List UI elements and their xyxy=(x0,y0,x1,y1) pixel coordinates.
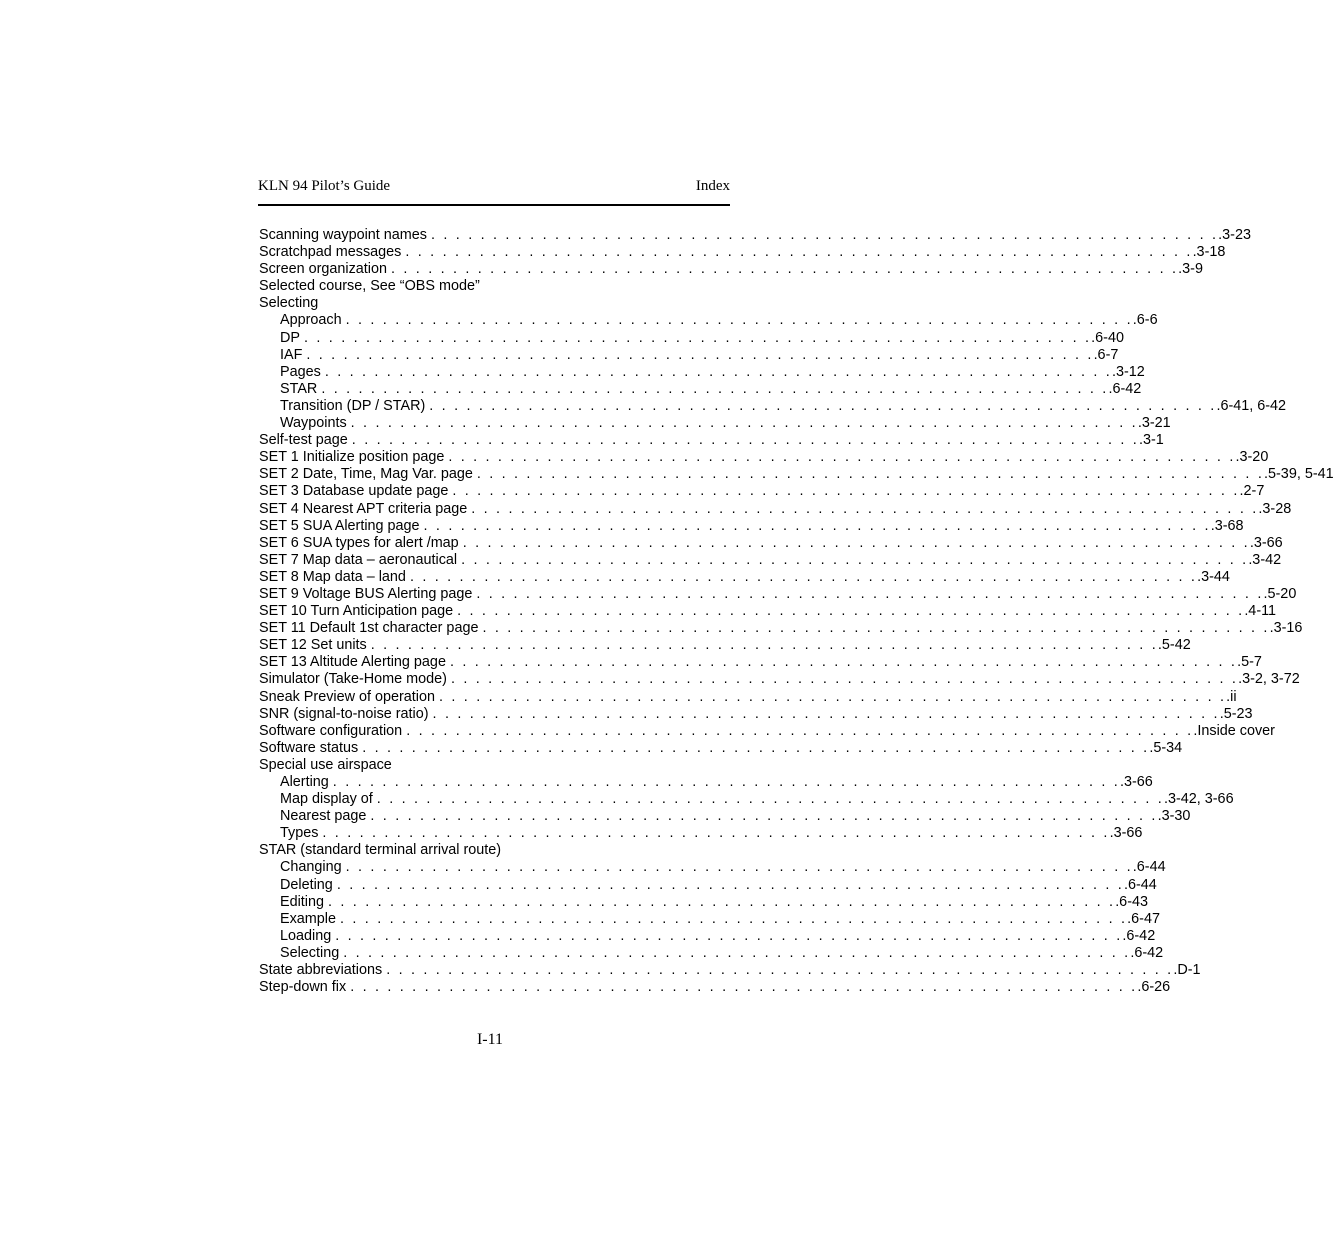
index-page-ref: .6-43 xyxy=(1115,893,1148,910)
index-page-ref: .3-42, 3-66 xyxy=(1163,791,1234,808)
index-entry xyxy=(259,432,1164,449)
index-subentry xyxy=(259,893,1148,911)
dot-leader: . . . . . . . . . . . . . . . . . . . . . . . . . . . . . . . . . . . . . . . . . . . . . . . . . . . . . . . . . . . . . . . . xyxy=(304,329,1092,346)
index-page-ref: .5-39, 5-41 xyxy=(1264,466,1334,483)
index-subentry xyxy=(259,329,1124,347)
index-entry xyxy=(259,261,1203,278)
index-subentry xyxy=(259,363,1145,381)
index-term: Sneak Preview of operation xyxy=(259,688,435,705)
index-page-ref: .6-47 xyxy=(1127,910,1160,927)
index-term: Editing xyxy=(280,893,325,910)
dot-leader: . . . . . . . . . . . . . . . . . . . . . . . . . . . . . . . . . . . . . . . . . . . . . . . . . . . . . . . . . . . . . . . . xyxy=(482,620,1270,637)
index-page-ref: .3-23 xyxy=(1218,227,1251,243)
dot-leader: . . . . . . . . . . . . . . . . . . . . . . . . . . . . . . . . . . . . . . . . . . . . . . . . . . . . . . . . . . . . . . . . xyxy=(350,415,1138,432)
index-term: SET 13 Altitude Alerting page xyxy=(259,654,446,671)
dot-leader: . . . . . . . . . . . . . . . . . . . . . . . . . . . . . . . . . . . . . . . . . . . . . . . . . . . . . . . . . . . . . . . . xyxy=(405,244,1193,261)
dot-leader: . . . . . . . . . . . . . . . . . . . . . . . . . . . . . . . . . . . . . . . . . . . . . . . . . . . . . . . . . . . . . . . . xyxy=(476,466,1265,483)
dot-leader: . . . . . . . . . . . . . . . . . . . . . . . . . . . . . . . . . . . . . . . . . . . . . . . . . . . . . . . . . . . . . . . . xyxy=(345,312,1133,329)
index-entry xyxy=(259,842,722,859)
index-term: SET 5 SUA Alerting page xyxy=(259,517,420,534)
index-entry xyxy=(259,620,1303,637)
index-page-ref: .6-44 xyxy=(1132,859,1166,876)
index-page-ref: .6-40 xyxy=(1091,329,1124,346)
dot-leader: . . . . . . . . . . . . . . . . . . . . . . . . . . . . . . . . . . . . . . . . . . . . . . . . . . . . . . . . . . . . . . . . xyxy=(448,449,1236,466)
dot-leader: . . . . . . . . . . . . . . . . . . . . . . . . . . . . . . . . . . . . . . . . . . . . . . . . . . . . . . . . . . . . . . . . xyxy=(324,363,1112,380)
index-page-ref: .3-66 xyxy=(1119,774,1153,790)
index-term: SET 11 Default 1st character page xyxy=(259,620,479,637)
index-entry xyxy=(259,979,1171,996)
index-subentry xyxy=(259,825,1143,842)
index-entry xyxy=(259,568,1230,586)
index-term: Simulator (Take-Home mode) xyxy=(259,671,447,688)
index-term: Special use airspace xyxy=(259,756,392,773)
index-term: Deleting xyxy=(280,876,333,893)
index-term: State abbreviations xyxy=(259,962,383,979)
index-entry xyxy=(259,637,1191,654)
index-entry xyxy=(259,722,1275,740)
dot-leader: . . . . . . . . . . . . . . . . . . . . . . . . . . . . . . . . . . . . . . . . . . . . . . . . . . . . . . . . . . . . . . . . xyxy=(332,774,1120,790)
index-page-ref: .3-18 xyxy=(1192,244,1226,261)
dot-leader: . . . . . . . . . . . . . . . . . . . . . . . . . . . . . . . . . . . . . . . . . . . . . . . . . . . . . . . . . . . . . . . . xyxy=(343,944,1131,961)
index-subentry xyxy=(259,346,1119,364)
dot-leader: . . . . . . . . . . . . . . . . . . . . . . . . . . . . . . . . . . . . . . . . . . . . . . . . . . . . . . . . . . . . . . . . xyxy=(462,534,1250,551)
index-page-ref: .3-1 xyxy=(1138,432,1164,449)
index-entry xyxy=(259,671,1300,688)
index-entry xyxy=(259,705,1253,723)
index-page-ref: .5-34 xyxy=(1149,739,1183,756)
dot-leader: . . . . . . . . . . . . . . . . . . . . . . . . . . . . . . . . . . . . . . . . . . . . . . . . . . . . . . . . . . . . . . . . xyxy=(409,568,1198,585)
dot-leader: . . . . . . . . . . . . . . . . . . . . . . . . . . . . . . . . . . . . . . . . . . . . . . . . . . . . . . . . . . . . . . . . xyxy=(321,380,1109,397)
index-term: Map display of xyxy=(280,791,373,808)
index-page-ref: .5-42 xyxy=(1157,637,1191,654)
index-page-ref: .3-66 xyxy=(1109,825,1143,842)
index-subentry xyxy=(259,876,1157,894)
index-term: Changing xyxy=(280,859,342,876)
index-term: SET 6 SUA types for alert /map xyxy=(259,534,459,551)
dot-leader: . . . . . . . . . . . . . . . . . . . . . . . . . . . . . . . . . . . . . . . . . . . . . . . . . . . . . . . . . . . . . . . . xyxy=(328,893,1116,910)
index-term: Software status xyxy=(259,739,359,756)
index-entry xyxy=(259,500,1292,518)
index-entry xyxy=(259,603,1277,620)
index-page-ref: .3-16 xyxy=(1269,620,1303,637)
index-entry xyxy=(259,244,1226,261)
index-page-ref: .3-12 xyxy=(1111,363,1145,380)
dot-leader: . . . . . . . . . . . . . . . . . . . . . . . . . . . . . . . . . . . . . . . . . . . . . . . . . . . . . . . . . . . . . . . . xyxy=(322,825,1110,842)
dot-leader: . . . . . . . . . . . . . . . . . . . . . . . . . . . . . . . . . . . . . . . . . . . . . . . . . . . . . . . . . . . . . . . . xyxy=(406,722,1194,739)
index-term: SET 4 Nearest APT criteria page xyxy=(259,500,468,517)
index-page-ref: .3-20 xyxy=(1235,449,1269,466)
index-term: DP xyxy=(280,329,300,346)
index-page-ref: .3-9 xyxy=(1178,261,1203,278)
index-page-ref: .3-68 xyxy=(1210,517,1244,534)
index-page-ref: .6-44 xyxy=(1123,876,1157,893)
dot-leader: . . . . . . . . . . . . . . . . . . . . . . . . . . . . . . . . . . . . . . . . . . . . . . . . . . . . . . . . . . . . . . . . xyxy=(386,962,1174,979)
index-term: Selected course, See “OBS mode” xyxy=(259,278,480,295)
dot-leader: . . . . . . . . . . . . . . . . . . . . . . . . . . . . . . . . . . . . . . . . . . . . . . . . . . . . . . . . . . . . . . . . xyxy=(439,688,1227,705)
index-page-ref: .6-41, 6-42 xyxy=(1216,397,1287,414)
dot-leader: . . . . . . . . . . . . . . . . . . . . . . . . . . . . . . . . . . . . . . . . . . . . . . . . . . . . . . . . . . . . . . . . xyxy=(423,517,1211,534)
index-term: Types xyxy=(280,825,319,842)
index-page-ref: .4-11 xyxy=(1244,603,1277,620)
index-page-ref: .3-2, 3-72 xyxy=(1238,671,1300,688)
header-section-title: Index xyxy=(695,178,730,194)
index-term: IAF xyxy=(280,346,303,363)
index-subentry xyxy=(259,397,1287,415)
index-term: Software configuration xyxy=(259,722,403,739)
dot-leader: . . . . . . . . . . . . . . . . . . . . . . . . . . . . . . . . . . . . . . . . . . . . . . . . . . . . . . . . . . . . . . . . xyxy=(335,927,1123,944)
index-entry xyxy=(259,585,1297,603)
index-term: Waypoints xyxy=(280,415,347,432)
index-entry xyxy=(259,962,1201,979)
index-term: SET 7 Map data – aeronautical xyxy=(259,551,458,568)
dot-leader: . . . . . . . . . . . . . . . . . . . . . . . . . . . . . . . . . . . . . . . . . . . . . . . . . . . . . . . . . . . . . . . . xyxy=(391,261,1179,278)
index-term: Selecting xyxy=(259,295,319,312)
index-page-ref: .5-20 xyxy=(1263,585,1297,602)
index-term: Selecting xyxy=(280,944,340,961)
index-subentry xyxy=(259,774,1153,791)
index-page-ref: .3-44 xyxy=(1197,568,1230,585)
dot-leader: . . . . . . . . . . . . . . . . . . . . . . . . . . . . . . . . . . . . . . . . . . . . . . . . . . . . . . . . . . . . . . . . xyxy=(429,397,1217,414)
index-term: Scanning waypoint names xyxy=(259,227,427,243)
dot-leader: . . . . . . . . . . . . . . . . . . . . . . . . . . . . . . . . . . . . . . . . . . . . . . . . . . . . . . . . . . . . . . . . xyxy=(471,500,1259,517)
index-entry xyxy=(259,227,1251,244)
index-entry xyxy=(259,654,1262,671)
dot-leader: . . . . . . . . . . . . . . . . . . . . . . . . . . . . . . . . . . . . . . . . . . . . . . . . . . . . . . . . . . . . . . . . xyxy=(351,432,1139,449)
index-page-ref: .3-28 xyxy=(1258,500,1292,517)
index-entry xyxy=(259,757,722,774)
dot-leader: . . . . . . . . . . . . . . . . . . . . . . . . . . . . . . . . . . . . . . . . . . . . . . . . . . . . . . . . . . . . . . . . xyxy=(350,979,1138,996)
index-page-ref: .6-7 xyxy=(1093,346,1119,363)
index-subentry xyxy=(259,859,1166,876)
index-term: Alerting xyxy=(280,774,329,790)
index-term: SET 12 Set units xyxy=(259,637,367,654)
index-entry xyxy=(259,551,1282,569)
index-term: SET 8 Map data – land xyxy=(259,568,406,585)
index-term: Step-down fix xyxy=(259,979,347,996)
index-subentry xyxy=(259,312,1158,329)
dot-leader: . . . . . . . . . . . . . . . . . . . . . . . . . . . . . . . . . . . . . . . . . . . . . . . . . . . . . . . . . . . . . . . . xyxy=(370,808,1158,825)
index-entry xyxy=(259,739,1183,757)
index-entry xyxy=(259,449,1269,466)
index-page-ref: .3-42 xyxy=(1248,551,1282,568)
index-subentry xyxy=(259,944,1164,962)
index-subentry xyxy=(259,927,1156,945)
index-page-ref: .ii xyxy=(1226,688,1237,705)
index-term: STAR xyxy=(280,380,318,397)
dot-leader: . . . . . . . . . . . . . . . . . . . . . . . . . . . . . . . . . . . . . . . . . . . . . . . . . . . . . . . . . . . . . . . . xyxy=(449,654,1238,671)
index-entry xyxy=(259,483,1265,500)
dot-leader: . . . . . . . . . . . . . . . . . . . . . . . . . . . . . . . . . . . . . . . . . . . . . . . . . . . . . . . . . . . . . . . . xyxy=(476,585,1264,602)
index-term: Screen organization xyxy=(259,261,387,278)
index-subentry xyxy=(259,791,1234,808)
index-page-ref: .6-6 xyxy=(1132,312,1158,329)
index-page-ref: .6-42 xyxy=(1130,944,1164,961)
running-header xyxy=(258,176,730,206)
index-page-ref: .6-42 xyxy=(1122,927,1156,944)
dot-leader: . . . . . . . . . . . . . . . . . . . . . . . . . . . . . . . . . . . . . . . . . . . . . . . . . . . . . . . . . . . . . . . . xyxy=(457,603,1245,620)
index-page-ref: .2-7 xyxy=(1239,483,1265,500)
dot-leader: . . . . . . . . . . . . . . . . . . . . . . . . . . . . . . . . . . . . . . . . . . . . . . . . . . . . . . . . . . . . . . . . xyxy=(431,227,1219,243)
index-term: STAR (standard terminal arrival route) xyxy=(259,842,502,859)
dot-leader: . . . . . . . . . . . . . . . . . . . . . . . . . . . . . . . . . . . . . . . . . . . . . . . . . . . . . . . . . . . . . . . . xyxy=(306,346,1094,363)
dot-leader: . . . . . . . . . . . . . . . . . . . . . . . . . . . . . . . . . . . . . . . . . . . . . . . . . . . . . . . . . . . . . . . . xyxy=(432,705,1220,722)
index-term: SET 10 Turn Anticipation page xyxy=(259,603,454,620)
index-term: Scratchpad messages xyxy=(259,244,402,261)
index-term: Self-test page xyxy=(259,432,348,449)
index-page-ref: .6-26 xyxy=(1137,979,1171,996)
dot-leader: . . . . . . . . . . . . . . . . . . . . . . . . . . . . . . . . . . . . . . . . . . . . . . . . . . . . . . . . . . . . . . . . xyxy=(340,910,1128,927)
index-term: Loading xyxy=(280,927,332,944)
index-page-ref: .3-66 xyxy=(1249,534,1283,551)
index-page-ref: .D-1 xyxy=(1173,962,1201,979)
index-term: SET 1 Initialize position page xyxy=(259,449,445,466)
index-subentry xyxy=(259,415,1171,432)
index-entry xyxy=(259,278,722,295)
index-term: Example xyxy=(280,910,336,927)
dot-leader: . . . . . . . . . . . . . . . . . . . . . . . . . . . . . . . . . . . . . . . . . . . . . . . . . . . . . . . . . . . . . . . . xyxy=(336,876,1124,893)
index-term: Approach xyxy=(280,312,342,329)
index-entry xyxy=(259,688,1237,706)
dot-leader: . . . . . . . . . . . . . . . . . . . . . . . . . . . . . . . . . . . . . . . . . . . . . . . . . . . . . . . . . . . . . . . . xyxy=(362,739,1150,756)
index-page-ref: .Inside cover xyxy=(1193,722,1275,739)
index-entry-list xyxy=(259,227,1334,996)
index-page-ref: .3-21 xyxy=(1137,415,1171,432)
index-term: Nearest page xyxy=(280,808,367,825)
index-term: SET 2 Date, Time, Mag Var. page xyxy=(259,466,473,483)
index-subentry xyxy=(259,910,1160,928)
index-term: Transition (DP / STAR) xyxy=(280,397,426,414)
index-subentry xyxy=(259,808,1191,825)
index-entry xyxy=(259,517,1244,535)
dot-leader: . . . . . . . . . . . . . . . . . . . . . . . . . . . . . . . . . . . . . . . . . . . . . . . . . . . . . . . . . . . . . . . . xyxy=(450,671,1239,688)
index-page-ref: .5-23 xyxy=(1219,705,1253,722)
index-entry xyxy=(259,466,1334,483)
dot-leader: . . . . . . . . . . . . . . . . . . . . . . . . . . . . . . . . . . . . . . . . . . . . . . . . . . . . . . . . . . . . . . . . xyxy=(376,791,1164,808)
index-page-ref: .6-42 xyxy=(1108,380,1142,397)
index-entry xyxy=(259,295,722,312)
dot-leader: . . . . . . . . . . . . . . . . . . . . . . . . . . . . . . . . . . . . . . . . . . . . . . . . . . . . . . . . . . . . . . . . xyxy=(370,637,1158,654)
header-book-title: KLN 94 Pilot’s Guide xyxy=(258,178,391,194)
index-subentry xyxy=(259,380,1142,398)
index-entry xyxy=(259,534,1283,552)
dot-leader: . . . . . . . . . . . . . . . . . . . . . . . . . . . . . . . . . . . . . . . . . . . . . . . . . . . . . . . . . . . . . . . . xyxy=(461,551,1249,568)
dot-leader: . . . . . . . . . . . . . . . . . . . . . . . . . . . . . . . . . . . . . . . . . . . . . . . . . . . . . . . . . . . . . . . . xyxy=(345,859,1133,876)
dot-leader: . . . . . . . . . . . . . . . . . . . . . . . . . . . . . . . . . . . . . . . . . . . . . . . . . . . . . . . . . . . . . . . . xyxy=(452,483,1240,500)
index-term: Pages xyxy=(280,363,321,380)
page-number: I-11 xyxy=(476,1031,504,1048)
index-term: SET 9 Voltage BUS Alerting page xyxy=(259,585,473,602)
index-page-ref: .3-30 xyxy=(1157,808,1191,825)
index-term: SNR (signal-to-noise ratio) xyxy=(259,705,429,722)
index-term: SET 3 Database update page xyxy=(259,483,449,500)
index-page-ref: .5-7 xyxy=(1237,654,1262,671)
